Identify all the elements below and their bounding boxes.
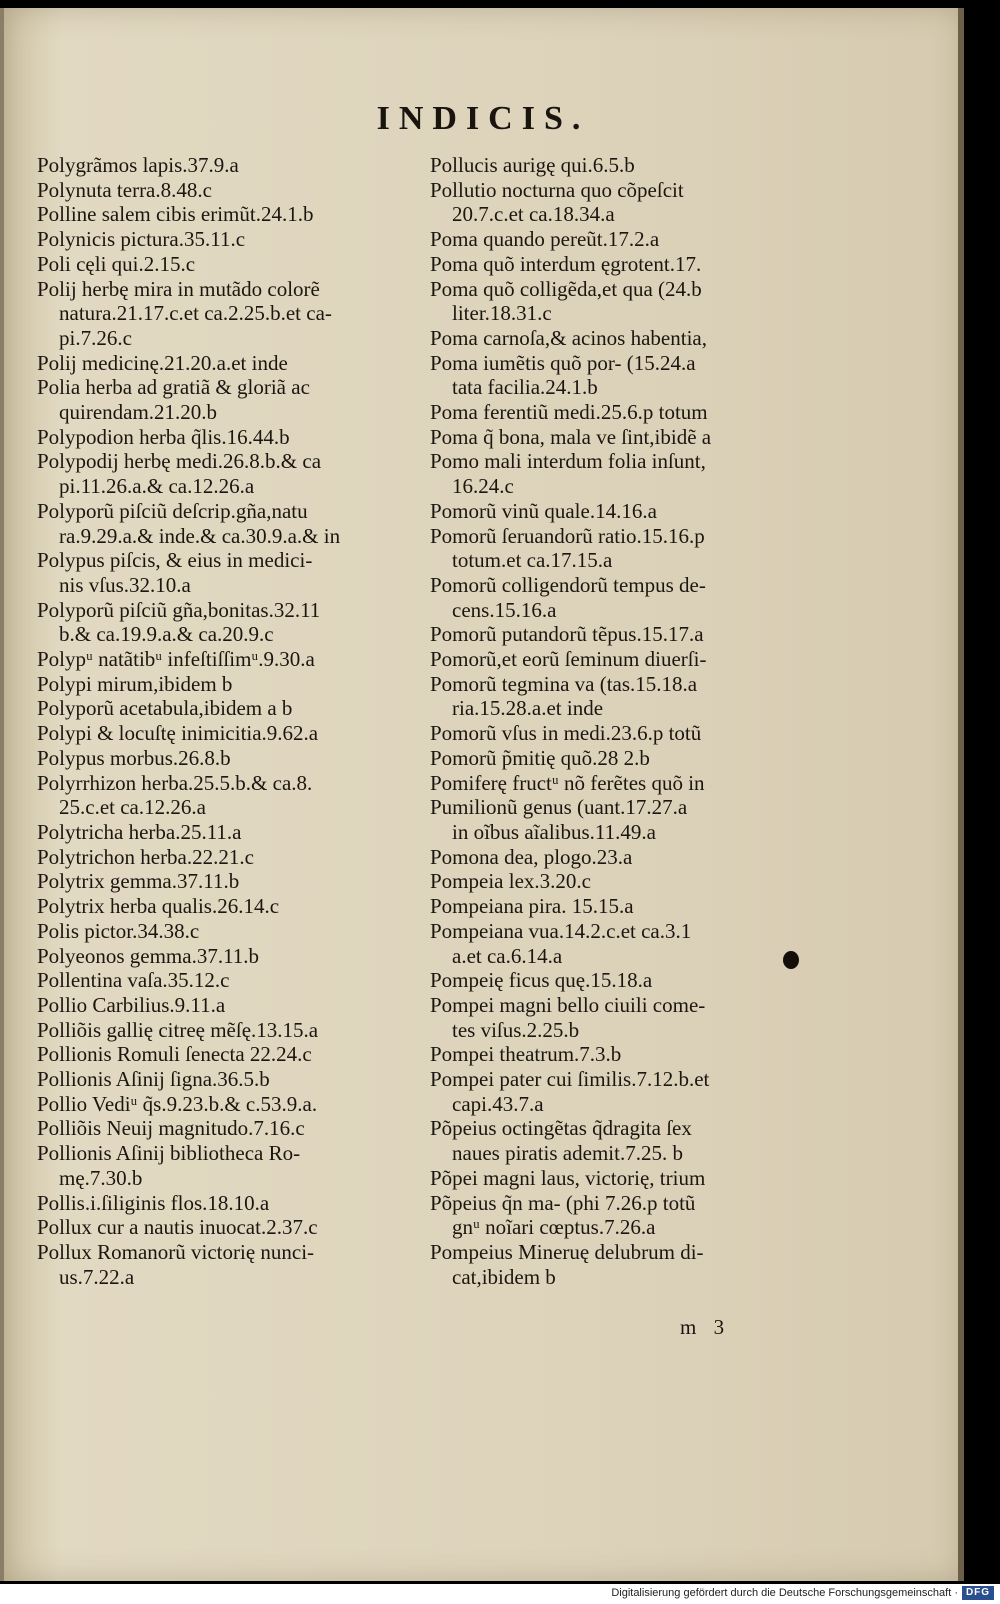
index-entry: [37, 1067, 437, 1092]
index-entry-text: Pomorũ tegmina va (tas.15.18.a: [430, 671, 698, 696]
index-entry-text: Pomorũ p̃mitię quõ.28 2.b: [430, 745, 650, 770]
page-edge: [958, 8, 964, 1581]
index-entry: [37, 1092, 437, 1117]
index-entry-text: Polynicis pictura.35.11.c: [37, 227, 246, 252]
index-entry: [430, 672, 830, 721]
index-entry-text: Poma quõ interdum ęgrotent.17.: [430, 251, 702, 276]
running-head: INDICIS.: [376, 100, 590, 137]
index-entry-text: Polyporũ piſciũ deſcrip.gña,natu: [37, 498, 308, 523]
index-entry-continuation: ra.9.29.a.& inde.& ca.30.9.a.& in: [59, 523, 341, 548]
index-entry-text: Polyeonos gemma.37.11.b: [37, 943, 260, 968]
index-entry: [430, 919, 830, 968]
index-entry: [37, 1191, 437, 1216]
index-entry-text: Pollucis aurigę qui.6.5.b: [430, 153, 635, 177]
index-entry: [430, 1042, 830, 1067]
index-entry: [37, 721, 437, 746]
index-entry: [430, 326, 830, 351]
index-entry-text: Pollionis Aſinij bibliotheca Ro-: [37, 1141, 301, 1166]
index-entry-text: Pomo mali interdum folia inſunt,: [430, 449, 706, 474]
index-entry-text: Pollis.i.ſiliginis flos.18.10.a: [37, 1190, 270, 1215]
index-entry: [430, 1067, 830, 1116]
index-entry-text: Poma carnoſa,& acinos habentia,: [430, 325, 707, 350]
ink-blot: [783, 951, 799, 969]
index-entry-continuation: pi.7.26.c: [59, 325, 132, 350]
index-entry: [37, 227, 437, 252]
index-entry-text: Poli cęli qui.2.15.c: [37, 251, 196, 276]
index-entry-text: Polypodij herbę medi.26.8.b.& ca: [37, 449, 322, 474]
index-entry: [37, 499, 437, 548]
index-entry-text: Pomorũ vinũ quale.14.16.a: [430, 498, 657, 523]
index-entry: [37, 277, 437, 326]
index-entry: [37, 944, 437, 969]
index-entry: [37, 919, 437, 944]
index-entry-continuation: naues piratis ademit.7.25. b: [452, 1141, 683, 1166]
index-entry: [37, 1240, 437, 1289]
index-entry-text: Polygrãmos lapis.37.9.a: [37, 153, 239, 177]
index-entry: [430, 400, 830, 425]
index-entry-text: Poma q̃ bona, mala ve ſint,ibidẽ a: [430, 424, 712, 449]
index-entry: [430, 1116, 830, 1165]
index-entry-text: Poma iumẽtis quõ por- (15.24.a: [430, 350, 696, 375]
index-entry-text: Polij herbę mira in mutãdo colorẽ: [37, 276, 320, 301]
index-entry-text: Pollionis Romuli ſenecta 22.24.c: [37, 1042, 312, 1067]
index-entry-continuation: liter.18.31.c: [452, 301, 552, 326]
index-entry: [430, 746, 830, 771]
index-entry-text: Pomorũ putandorũ tẽpus.15.17.a: [430, 622, 704, 647]
index-entry: [430, 573, 830, 622]
index-entry: [430, 425, 830, 450]
dfg-logo: DFG: [962, 1586, 994, 1600]
index-entry-continuation: ria.15.28.a.et inde: [452, 696, 604, 721]
index-entry-text: Pollux cur a nautis inuocat.2.37.c: [37, 1215, 318, 1240]
index-entry: [37, 425, 437, 450]
footer-credit: Digitalisierung gefördert durch die Deutsche Forschungsgemeinschaft ·: [611, 1587, 958, 1599]
index-entry-continuation: capi.43.7.a: [452, 1091, 544, 1116]
index-entry: [430, 894, 830, 919]
index-entry-continuation: nis vſus.32.10.a: [59, 572, 191, 597]
index-entry-text: Poma ferentiũ medi.25.6.p totum: [430, 400, 708, 425]
index-entry: [37, 869, 437, 894]
index-entry: [37, 548, 437, 597]
index-entry: [37, 252, 437, 277]
index-entry: [430, 252, 830, 277]
index-entry: [430, 499, 830, 524]
index-entry: [430, 647, 830, 672]
index-entry-text: Pompeiana pira. 15.15.a: [430, 894, 634, 919]
index-entry: [37, 178, 437, 203]
index-entry: [37, 449, 437, 498]
index-entry: [37, 1215, 437, 1240]
index-entry-text: Polypᵘ natãtibᵘ infeſtiſſimᵘ.9.30.a: [37, 647, 315, 672]
index-entry: [37, 351, 437, 376]
index-column-right: [430, 153, 830, 1289]
index-entry-text: Polyrrhizon herba.25.5.b.& ca.8.: [37, 770, 313, 795]
index-entry-text: Pollio Vediᵘ q̃s.9.23.b.& c.53.9.a.: [37, 1091, 318, 1116]
scanned-page: [0, 8, 962, 1581]
index-entry-continuation: a.et ca.6.14.a: [452, 943, 563, 968]
index-entry: [37, 820, 437, 845]
index-entry-text: Pollionis Aſinij ſigna.36.5.b: [37, 1067, 270, 1092]
index-entry-text: Põpei magni laus, victorię, trium: [430, 1165, 706, 1190]
index-entry-text: Polytricha herba.25.11.a: [37, 819, 242, 844]
index-entry-text: Põpeius q̃n ma- (phi 7.26.p totũ: [430, 1190, 696, 1215]
index-entry: [37, 1116, 437, 1141]
index-entry: [37, 1018, 437, 1043]
index-entry: [37, 1141, 437, 1190]
index-entry-text: Pomorũ,et eorũ ſeminum diuerſi-: [430, 647, 707, 672]
index-entry: [37, 326, 437, 351]
index-entry-text: Polypodion herba q̃lis.16.44.b: [37, 424, 290, 449]
index-entry-text: Polytrix gemma.37.11.b: [37, 869, 240, 894]
index-entry: [430, 622, 830, 647]
index-entry: [37, 202, 437, 227]
index-entry-continuation: totum.et ca.17.15.a: [452, 548, 613, 573]
index-entry-text: Põpeius octingẽtas q̃dragita ſex: [430, 1116, 692, 1141]
index-entry-continuation: quirendam.21.20.b: [59, 400, 218, 425]
index-entry: [430, 277, 830, 326]
index-entry-text: Pompeiana vua.14.2.c.et ca.3.1: [430, 918, 692, 943]
index-entry-text: Polis pictor.34.38.c: [37, 918, 200, 943]
index-entry-continuation: 20.7.c.et ca.18.34.a: [452, 202, 615, 227]
index-entry-text: Poma quõ colligẽda,et qua (24.b: [430, 276, 702, 301]
index-entry-continuation: tes viſus.2.25.b: [452, 1017, 580, 1042]
index-entry: [430, 449, 830, 498]
index-entry-text: Polynuta terra.8.48.c: [37, 177, 212, 202]
index-entry-continuation: tata facilia.24.1.b: [452, 375, 598, 400]
index-entry-continuation: mę.7.30.b: [59, 1165, 143, 1190]
index-entry: [37, 647, 437, 672]
index-entry-continuation: 16.24.c: [452, 474, 514, 499]
index-entry-text: Polliõis Neuij magnitudo.7.16.c: [37, 1116, 305, 1141]
index-entry-text: Polyporũ acetabula,ibidem a b: [37, 696, 293, 721]
index-entry: [37, 375, 437, 424]
index-entry-text: Pollio Carbilius.9.11.a: [37, 992, 226, 1017]
index-entry: [430, 845, 830, 870]
index-entry-text: Pollutio nocturna quo cõpeſcit: [430, 177, 684, 202]
index-entry: [430, 795, 830, 844]
index-entry-text: Polline salem cibis erimũt.24.1.b: [37, 202, 314, 227]
index-entry: [37, 845, 437, 870]
index-entry-continuation: natura.21.17.c.et ca.2.25.b.et ca-: [59, 301, 332, 326]
index-entry-text: Pumilionũ genus (uant.17.27.a: [430, 795, 688, 820]
index-entry: [430, 1166, 830, 1191]
index-entry-text: Polyporũ piſciũ gña,bonitas.32.11: [37, 597, 321, 622]
index-entry: [430, 227, 830, 252]
index-entry-text: Pomorũ vſus in medi.23.6.p totũ: [430, 721, 702, 746]
index-entry-continuation: gnᵘ noĩari cœptus.7.26.a: [452, 1215, 656, 1240]
index-entry: [37, 746, 437, 771]
index-entry-text: Pompeia lex.3.20.c: [430, 869, 591, 894]
index-entry-text: Pomorũ ſeruandorũ ratio.15.16.p: [430, 523, 705, 548]
index-entry: [37, 598, 437, 647]
index-entry-text: Pomiferę fructᵘ nõ ferẽtes quõ in: [430, 770, 705, 795]
index-entry: [37, 968, 437, 993]
index-entry: [430, 178, 830, 227]
index-entry-text: Polia herba ad gratiã & gloriã ac: [37, 375, 310, 400]
index-entry: [37, 153, 437, 178]
index-entry: [430, 721, 830, 746]
signature-mark: m 3: [680, 1315, 731, 1339]
index-entry-continuation: pi.11.26.a.& ca.12.26.a: [59, 474, 255, 499]
index-entry-text: Pompei pater cui ſimilis.7.12.b.et: [430, 1067, 710, 1092]
index-entry: [37, 771, 437, 820]
index-entry-text: Pollentina vaſa.35.12.c: [37, 968, 230, 993]
index-entry: [430, 869, 830, 894]
index-entry: [430, 524, 830, 573]
index-entry: [430, 993, 830, 1042]
index-entry-continuation: cens.15.16.a: [452, 597, 557, 622]
index-entry-text: Pomona dea, plogo.23.a: [430, 844, 633, 869]
index-entry-continuation: us.7.22.a: [59, 1264, 135, 1289]
index-entry: [430, 1240, 830, 1289]
index-entry-text: Polytrix herba qualis.26.14.c: [37, 894, 280, 919]
index-entry-text: Polypi & locuſtę inimicitia.9.62.a: [37, 721, 319, 746]
index-entry: [37, 672, 437, 697]
index-entry-text: Pompeię ficus quę.15.18.a: [430, 968, 653, 993]
index-entry: [37, 894, 437, 919]
index-entry-text: Pollux Romanorũ victorię nunci-: [37, 1239, 315, 1264]
index-entry-continuation: b.& ca.19.9.a.& ca.20.9.c: [59, 622, 274, 647]
index-entry: [37, 1042, 437, 1067]
index-entry: [430, 771, 830, 796]
index-entry-text: Polypus piſcis, & eius in medici-: [37, 548, 313, 573]
index-entry-text: Pompei theatrum.7.3.b: [430, 1042, 622, 1067]
index-entry: [430, 153, 830, 178]
index-entry-text: Poma quando pereũt.17.2.a: [430, 227, 660, 252]
index-entry-text: Polypi mirum,ibidem b: [37, 671, 233, 696]
index-entry-text: Polypus morbus.26.8.b: [37, 745, 231, 770]
index-entry: [37, 993, 437, 1018]
index-entry: [430, 351, 830, 400]
index-entry-text: Pompeius Mineruę delubrum di-: [430, 1239, 704, 1264]
index-entry-text: Polij medicinę.21.20.a.et inde: [37, 350, 288, 375]
index-column-left: [37, 153, 437, 1289]
index-entry: [37, 696, 437, 721]
index-entry: [430, 968, 830, 993]
index-entry-text: Polliõis gallię citreę mẽſę.13.15.a: [37, 1017, 319, 1042]
index-entry-text: Pompei magni bello ciuili come-: [430, 992, 706, 1017]
index-entry-continuation: 25.c.et ca.12.26.a: [59, 795, 206, 820]
index-entry-text: Pomorũ colligendorũ tempus de-: [430, 572, 706, 597]
index-entry-continuation: in oĩbus aĩalibus.11.49.a: [452, 819, 656, 844]
index-entry-text: Polytrichon herba.22.21.c: [37, 844, 254, 869]
index-entry: [430, 1191, 830, 1240]
index-entry-continuation: cat,ibidem b: [452, 1264, 556, 1289]
